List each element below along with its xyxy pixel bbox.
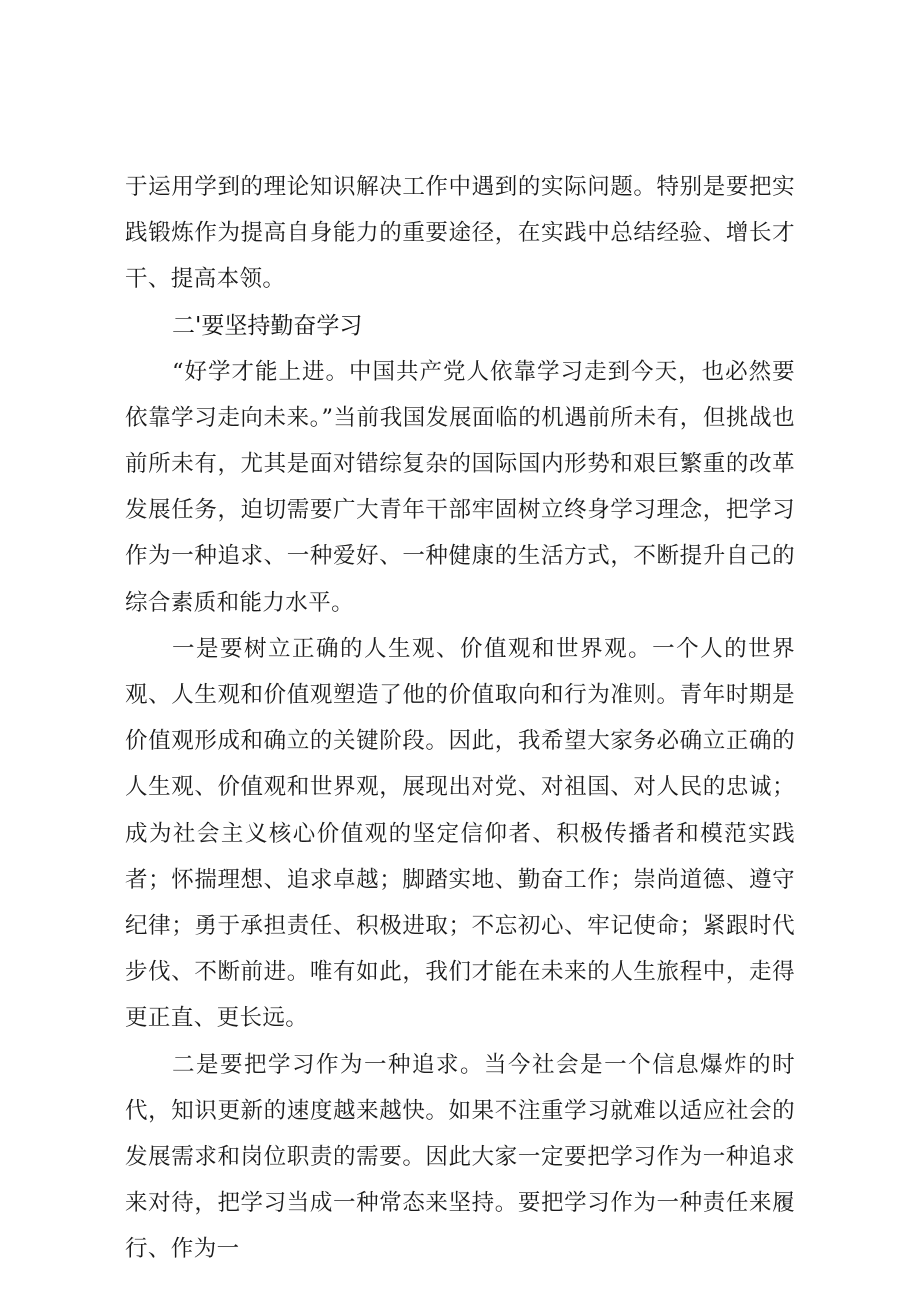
section-heading: 二'要坚持勤奋学习 [172, 312, 363, 339]
document-body [125, 164, 795, 1273]
paragraph-study-quote: “好学才能上进。中国共产党人依靠学习走到今天，也必然要依靠学习走向未来。”当前我国发展面临的机遇前所未有，但挑战也前所未有，尤其是面对错综复杂的国际国内形势和艰巨繁重的改革发展任务，迫切需要广大青年干部牢固树立终身学习理念，把学习作为一种追求、一种爱好、一种健康的生活方式，不断提升自己的综合素质和能力水平。 [125, 358, 795, 616]
paragraph-point-two: 二是要把学习作为一种追求。当今社会是一个信息爆炸的时代，知识更新的速度越来越快。如果不注重学习就难以适应社会的发展需求和岗位职责的需要。因此大家一定要把学习作为一种追求来对待，把学习当成一种常态来坚持。要把学习作为一种责任来履行、作为一 [125, 1051, 795, 1263]
paragraph-continuation: 于运用学到的理论知识解决工作中遇到的实际问题。特别是要把实践锻炼作为提高自身能力的重要途径，在实践中总结经验、增长才干、提高本领。 [125, 174, 795, 293]
paragraph-point-one: 一是要树立正确的人生观、价值观和世界观。一个人的世界观、人生观和价值观塑造了他的价值取向和行为准则。青年时期是价值观形成和确立的关键阶段。因此，我希望大家务必确立正确的人生观、价值观和世界观，展现出对党、对祖国、对人民的忠诚；成为社会主义核心价值观的坚定信仰者、积极传播者和模范实践者；怀揣理想、追求卓越；脚踏实地、勤奋工作；崇尚道德、遵守纪律；勇于承担责任、积极进取；不忘初心、牢记使命；紧跟时代步伐、不断前进。唯有如此，我们才能在未来的人生旅程中，走得更正直、更长远。 [125, 635, 795, 1032]
